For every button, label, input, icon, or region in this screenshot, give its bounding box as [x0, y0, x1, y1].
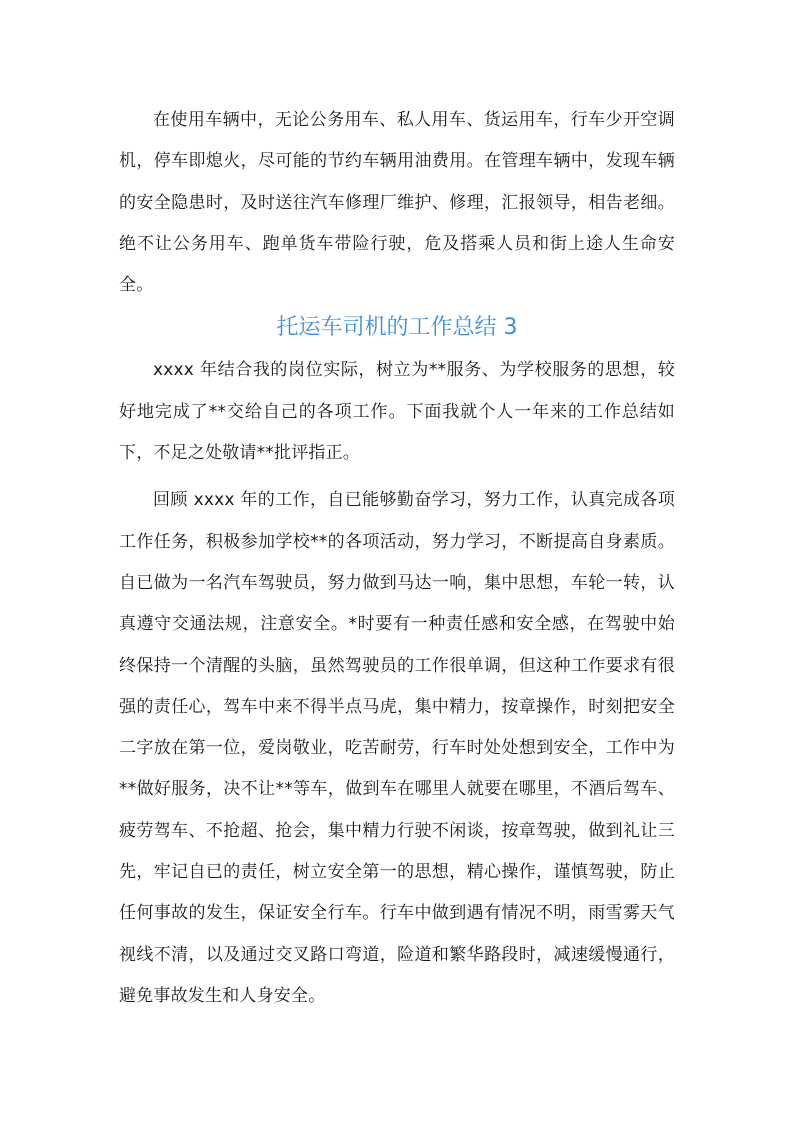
section-heading: 托运车司机的工作总结 3: [276, 315, 518, 341]
paragraph-intro: xxxx 年结合我的岗位实际，树立为**服务、为学校服务的思想，较好地完成了**交给自己的各项工作。下面我就个人一年来的工作总结如下，不足之处敬请**批评指正。: [119, 360, 675, 464]
document-body: [119, 100, 675, 1017]
paragraph-review: 回顾 xxxx 年的工作，自已能够勤奋学习，努力工作，认真完成各项工作任务，积极参加学校**的各项活动，努力学习，不断提高自身素质。自已做为一名汽车驾驶员，努力做到马达一响，集中思想，车轮一转，认真遵守交通法规，注意安全。*时要有一种责任感和安全感，在驾驶中始终保持一个清醒的头脑，虽然驾驶员的工作很单调，但这种工作要求有很强的责任心，驾车中来不得半点马虎，集中精力，按章操作，时刻把安全二字放在第一位，爱岗敬业，吃苦耐劳，行车时处处想到安全，工作中为**做好服务，决不让**等车，做到车在哪里人就要在哪里，不酒后驾车、疲劳驾车、不抢超、抢会，集中精力行驶不闲谈，按章驾驶，做到礼让三先，牢记自已的责任，树立安全第一的思想，精心操作，谨慎驾驶，防止任何事故的发生，保证安全行车。行车中做到遇有情况不明，雨雪雾天气视线不清，以及通过交叉路口弯道，险道和繁华路段时，减速缓慢通行，避免事故发生和人身安全。: [119, 490, 675, 1006]
paragraph-fuel-and-safety: 在使用车辆中，无论公务用车、私人用车、货运用车，行车少开空调机，停车即熄火，尽可能的节约车辆用油费用。在管理车辆中，发现车辆的安全隐患时，及时送往汽车修理厂维护、修理，汇报领导，相告老细。绝不让公务用车、跑单货车带险行驶，危及搭乘人员和街上途人生命安全。: [119, 110, 675, 296]
